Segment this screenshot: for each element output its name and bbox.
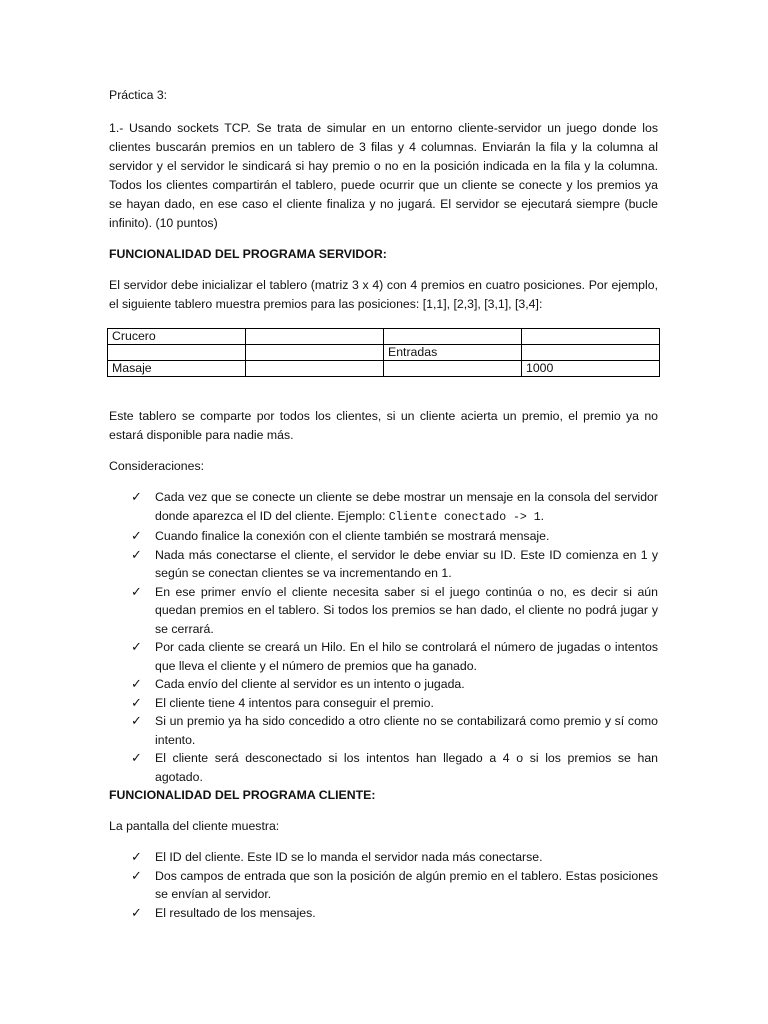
board-row [108,361,660,377]
list-item [109,904,658,923]
board-cell [522,329,660,345]
checkmark-icon: ✓ [131,546,142,562]
list-item [109,848,658,867]
list-item [109,694,658,713]
checkmark-icon: ✓ [131,489,142,504]
board-row [108,345,660,361]
prize-board-table [107,328,660,377]
board-cell [384,329,522,345]
checkmark-icon: ✓ [131,639,142,654]
checkmark-icon: ✓ [131,676,142,691]
server-heading: FUNCIONALIDAD DEL PROGRAMA SERVIDOR: [109,247,387,261]
list-item-text: Cuando finalice la conexión con el cliente también se mostrará mensaje. [155,529,550,543]
list-item-text: Por cada cliente se creará un Hilo. En el hilo se controlará el número de jugadas o intentos que lleva el cliente y el número de premios que ha ganado. [155,640,658,673]
list-item-text: Cada envío del cliente al servidor es un intento o jugada. [155,677,465,691]
board-cell [246,361,384,377]
list-item [109,712,658,749]
list-item [109,583,658,639]
document-content [109,86,658,922]
list-item-text: Nada más conectarse el cliente, el servidor le debe enviar su ID. Este ID comienza en 1 y según se conectan clientes se va incrementando en 1. [155,547,658,580]
board-cell [246,329,384,345]
considerations-heading: Consideraciones: [109,459,205,473]
checkmark-icon: ✓ [131,867,142,883]
board-cell: Crucero [108,329,246,345]
list-item [109,546,658,583]
checkmark-icon: ✓ [131,849,142,864]
checkmark-icon: ✓ [131,583,142,599]
client-heading: FUNCIONALIDAD DEL PROGRAMA CLIENTE: [109,788,376,802]
list-item-text: Dos campos de entrada que son la posición de algún premio en el tablero. Estas posiciones se envían al servidor. [155,868,658,901]
list-item-text: El cliente será desconectado si los intentos han llegado a 4 o si los premios se han agotado. [155,751,658,784]
list-item-text: El ID del cliente. Este ID se lo manda el servidor nada más conectarse. [155,850,543,864]
checkmark-icon: ✓ [131,713,142,728]
board-cell [246,345,384,361]
checkmark-icon: ✓ [131,694,142,710]
list-item [109,638,658,675]
client-intro: La pantalla del cliente muestra: [109,819,280,833]
server-description: El servidor debe inicializar el tablero (matriz 3 x 4) con 4 premios en cuatro posiciones. Por ejemplo, el siguiente tablero muestra premios para las posiciones: [1,1], [2,3], [3,1], [3,4]: [109,278,658,311]
board-cell: 1000 [522,361,660,377]
client-features-list [109,848,658,922]
list-item-text: El cliente tiene 4 intentos para conseguir el premio. [155,695,434,710]
checkmark-icon: ✓ [131,904,142,920]
list-item-text: . [540,508,545,523]
list-item-text: Cada vez que se conecte un cliente se debe mostrar un mensaje en la consola del servidor donde aparezca el ID del cliente. Ejemplo: [155,490,658,523]
page-title: Práctica 3: [109,88,168,102]
board-cell [384,361,522,377]
shared-board-note: Este tablero se comparte por todos los clientes, si un cliente acierta un premio, el premio ya no estará disponible para nadie más. [109,409,658,442]
checkmark-icon: ✓ [131,528,142,543]
checkmark-icon: ✓ [131,750,142,765]
list-item-text: En ese primer envío el cliente necesita saber si el juego continúa o no, es decir si aún quedan premios en el tablero. Si todos los premios se han dado, el cliente no podrá jugar y se cerrará. [155,584,658,636]
board-cell: Entradas [384,345,522,361]
list-item-text: Si un premio ya ha sido concedido a otro cliente no se contabilizará como premio y sí como intento. [155,714,658,747]
board-cell: Masaje [108,361,246,377]
list-item [109,527,658,546]
console-example-code: Cliente conectado -> 1 [388,510,541,524]
considerations-list [109,488,658,786]
list-item [109,749,658,786]
list-item [109,488,658,527]
list-item [109,675,658,694]
board-cell [522,345,660,361]
board-cell [108,345,246,361]
board-row [108,329,660,345]
list-item-text: El resultado de los mensajes. [155,905,316,920]
exercise-statement: 1.- Usando sockets TCP. Se trata de simular en un entorno cliente-servidor un juego donde los clientes buscarán premios en un tablero de 3 filas y 4 columnas. Enviarán la fila y la columna al servidor y el servidor le sindicará si hay premio o no en la posición indicada en la fila y la columna. Todos los clientes compartirán el tablero, puede ocurrir que un cliente se conecte y los premios ya se hayan dado, en ese caso el cliente finaliza y no jugará. El servidor se ejecutará siempre (bucle infinito). (10 puntos) [109,121,658,230]
list-item [109,867,658,904]
